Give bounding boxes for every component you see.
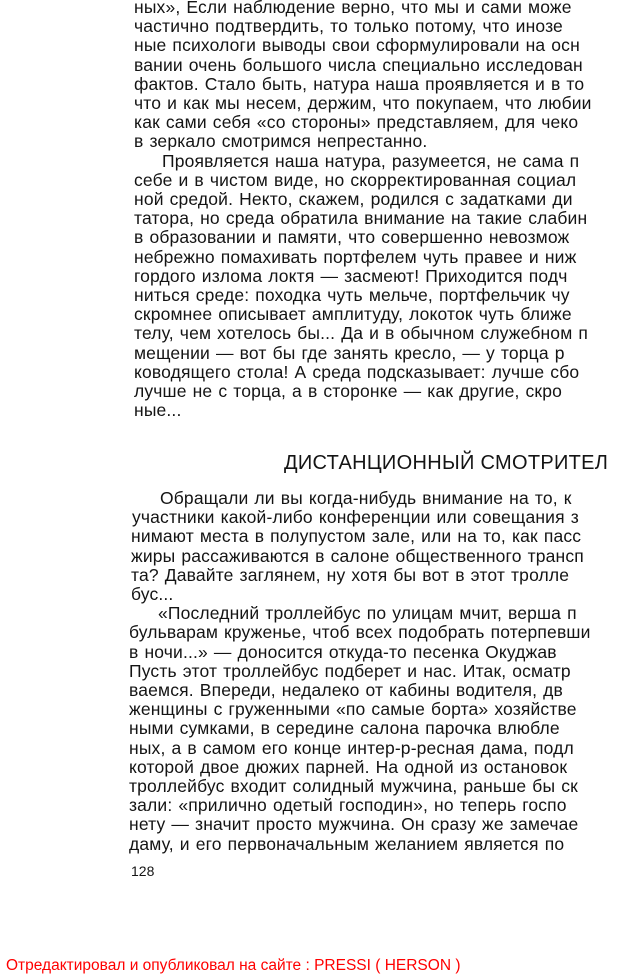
- text-line: которой двое дюжих парней. На одной из остановок: [129, 756, 568, 777]
- text-line: лучше не с торца, а в сторонке — как другие, скро: [134, 381, 562, 401]
- text-line: ководящего стола! А среда подсказывает: лучше сбо: [134, 361, 580, 382]
- text-line: в ночи...» — доносится откуда-то песенка Окуджав: [129, 641, 557, 662]
- text-line: ными сумками, в середине салона парочка влюбле: [129, 718, 560, 739]
- text-line: ваемся. Впереди, недалеко от кабины водителя, дв: [129, 680, 563, 700]
- text-line: участники какой-либо конференции или совещания з: [132, 507, 579, 528]
- text-line: ных, а в самом его конце интер-р-ресная дама, подл: [129, 737, 574, 758]
- text-line: ных», Если наблюдение верно, что мы и сами може: [134, 0, 572, 17]
- text-line: телу, чем хотелось бы... Да и в обычном служебном п: [134, 323, 589, 344]
- text-line: в образовании и памяти, что совершенно невозмож: [134, 227, 570, 248]
- text-line: бульварам круженье, чтоб всех подобрать потерпевши: [129, 622, 591, 643]
- text-line: нимают места в полупустом зале, или на то, как пасс: [131, 526, 582, 547]
- text-line: зали: «прилично одетый господин», но теперь госпо: [129, 795, 567, 816]
- text-line: троллейбус входит солидный мужчина, раньше бы ск: [129, 776, 578, 796]
- text-line: Обращали ли вы когда-нибудь внимание на то, к: [160, 488, 572, 508]
- section-heading: ДИСТАНЦИОННЫЙ СМОТРИТЕЛ: [284, 452, 609, 474]
- text-line: частично подтвердить, то только потому, что инозе: [134, 16, 563, 37]
- text-line: фактов. Стало быть, натура наша проявляется и в то: [134, 73, 585, 94]
- text-line: скромнее описывает амплитуду, локоток чуть ближе: [134, 304, 572, 325]
- text-line: мещении — вот бы где занять кресло, — у торца р: [134, 342, 565, 363]
- text-line: Пусть этот троллейбус подберет и нас. Итак, осматр: [129, 660, 571, 681]
- text-line: вании очень большого числа специально исследован: [134, 54, 583, 75]
- text-line: нету — значит просто мужчина. Он сразу же замечае: [129, 814, 579, 835]
- text-line: жиры рассаживаются в салоне общественного трансп: [131, 545, 584, 566]
- text-line: ниться среде: походка чуть мельче, портфельчик чу: [134, 285, 570, 305]
- text-line: даму, и его первоначальным желанием является по: [129, 833, 565, 854]
- text-line: небрежно помахивать портфелем чуть правее и ниж: [134, 246, 577, 267]
- text-line: гордого излома локтя — засмеют! Приходится подч: [134, 265, 568, 286]
- text-line: бус...: [131, 584, 174, 604]
- text-line: в зеркало смотримся непрестанно.: [134, 131, 428, 152]
- page-number: 128: [131, 863, 155, 879]
- text-line: как сами себя «со стороны» представляем, для чеко: [134, 112, 579, 133]
- footer-credit: Отредактировал и опубликовал на сайте : PRESSI ( HERSON ): [6, 957, 461, 974]
- text-line: ные психологи выводы свои сформулировали на осн: [134, 35, 580, 56]
- text-line: женщины с груженными «по самые борта» хозяйстве: [129, 699, 577, 720]
- text-line: ной средой. Некто, скажем, родился с задатками ди: [134, 189, 573, 209]
- text-line: та? Давайте заглянем, ну хотя бы вот в этот тролле: [131, 564, 570, 585]
- text-line: ные...: [134, 400, 182, 421]
- text-line: «Последний троллейбус по улицам мчит, верша п: [158, 603, 577, 624]
- text-line: татора, но среда обратила внимание на такие слабин: [134, 208, 588, 229]
- text-line: себе и в чистом виде, но скорректированная социал: [134, 169, 577, 190]
- text-line: что и как мы несем, держим, что покупаем, что любии: [134, 93, 592, 113]
- text-line: Проявляется наша натура, разумеется, не сама п: [162, 150, 580, 171]
